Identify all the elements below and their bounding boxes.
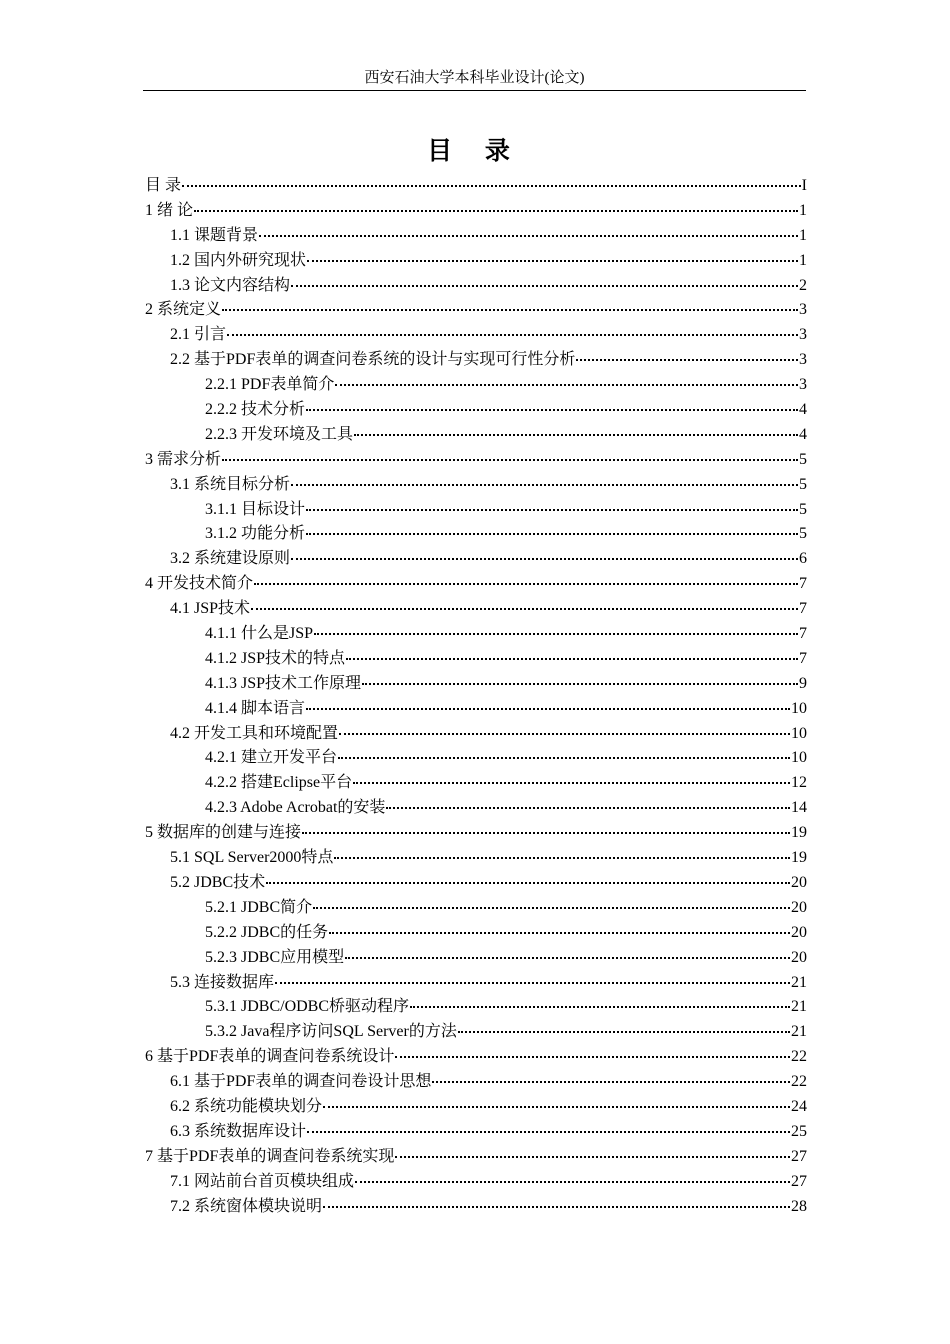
toc-entry-page-number: 4 — [799, 401, 807, 419]
toc-entry[interactable] — [145, 871, 807, 896]
toc-entry-label: 4.2.1 建立开发平台 — [205, 749, 338, 767]
toc-entry[interactable] — [145, 298, 807, 323]
table-of-contents — [145, 174, 807, 1219]
toc-entry-label: 2.2.3 开发环境及工具 — [205, 425, 354, 443]
toc-dot-leader — [307, 1130, 790, 1133]
toc-entry[interactable] — [145, 423, 807, 448]
toc-entry[interactable] — [145, 498, 807, 523]
toc-entry[interactable] — [145, 771, 807, 796]
toc-entry-label: 6.3 系统数据库设计 — [170, 1122, 307, 1140]
toc-entry-page-number: 1 — [799, 251, 807, 269]
toc-entry-page-number: 5 — [799, 500, 807, 518]
toc-entry-page-number: 20 — [791, 923, 807, 941]
toc-entry[interactable] — [145, 522, 807, 547]
toc-entry-page-number: 25 — [791, 1122, 807, 1140]
toc-dot-leader — [182, 184, 801, 187]
toc-entry-label: 1.2 国内外研究现状 — [170, 251, 307, 269]
toc-entry-page-number: 3 — [799, 326, 807, 344]
toc-dot-leader — [329, 931, 790, 934]
toc-entry[interactable] — [145, 1095, 807, 1120]
toc-entry-label: 4.2.2 搭建Eclipse平台 — [205, 774, 353, 792]
toc-entry-label: 2.1 引言 — [170, 326, 227, 344]
toc-entry-page-number: 22 — [791, 1073, 807, 1091]
toc-entry[interactable] — [145, 622, 807, 647]
toc-dot-leader — [194, 209, 798, 212]
toc-dot-leader — [291, 483, 798, 486]
toc-dot-leader — [323, 1205, 790, 1208]
toc-entry[interactable] — [145, 1020, 807, 1045]
toc-entry-label: 4.1.3 JSP技术工作原理 — [205, 674, 362, 692]
toc-entry-label: 3.1 系统目标分析 — [170, 475, 291, 493]
toc-dot-leader — [275, 981, 790, 984]
toc-entry-label: 4.1.4 脚本语言 — [205, 699, 306, 717]
toc-entry[interactable] — [145, 1195, 807, 1220]
toc-entry[interactable] — [145, 348, 807, 373]
toc-dot-leader — [306, 532, 798, 535]
toc-dot-leader — [302, 831, 790, 834]
toc-dot-leader — [354, 433, 798, 436]
toc-dot-leader — [355, 1180, 790, 1183]
toc-entry-page-number: 7 — [799, 575, 807, 593]
toc-entry-page-number: 7 — [799, 649, 807, 667]
toc-entry[interactable] — [145, 946, 807, 971]
toc-dot-leader — [251, 607, 798, 610]
toc-title: 目 录 — [427, 136, 522, 165]
toc-entry-label: 7.1 网站前台首页模块组成 — [170, 1172, 355, 1190]
toc-entry-page-number: 22 — [791, 1048, 807, 1066]
toc-dot-leader — [395, 1055, 790, 1058]
toc-entry-page-number: 10 — [791, 749, 807, 767]
toc-entry-page-number: 12 — [791, 774, 807, 792]
running-header: 西安石油大学本科毕业设计(论文) — [143, 66, 806, 91]
toc-entry[interactable] — [145, 1120, 807, 1145]
toc-entry-label: 3.2 系统建设原则 — [170, 550, 291, 568]
toc-dot-leader — [353, 781, 790, 784]
toc-entry[interactable] — [145, 398, 807, 423]
toc-entry-label: 4.2.3 Adobe Acrobat的安装 — [205, 799, 386, 817]
toc-dot-leader — [395, 1155, 790, 1158]
toc-dot-leader — [314, 632, 798, 635]
toc-entry-page-number: 21 — [791, 1023, 807, 1041]
toc-entry-label: 5 数据库的创建与连接 — [145, 824, 302, 842]
toc-entry-label: 4.1 JSP技术 — [170, 600, 251, 618]
toc-entry-page-number: 5 — [799, 475, 807, 493]
toc-entry-page-number: 24 — [791, 1097, 807, 1115]
toc-dot-leader — [306, 508, 798, 511]
toc-dot-leader — [266, 881, 790, 884]
toc-entry-page-number: 2 — [799, 276, 807, 294]
toc-entry[interactable] — [145, 547, 807, 572]
toc-entry[interactable] — [145, 274, 807, 299]
toc-entry-page-number: 3 — [799, 351, 807, 369]
toc-entry-label: 5.2 JDBC技术 — [170, 873, 266, 891]
toc-entry-page-number: 19 — [791, 849, 807, 867]
toc-entry-page-number: 7 — [799, 600, 807, 618]
toc-entry-label: 5.3 连接数据库 — [170, 973, 275, 991]
toc-entry[interactable] — [145, 224, 807, 249]
toc-entry-label: 2.2.2 技术分析 — [205, 401, 306, 419]
toc-dot-leader — [254, 582, 798, 585]
toc-entry-page-number: 5 — [799, 525, 807, 543]
toc-entry-label: 4 开发技术简介 — [145, 575, 254, 593]
toc-entry-page-number: 5 — [799, 450, 807, 468]
toc-entry[interactable] — [145, 323, 807, 348]
toc-entry-label: 4.1.1 什么是JSP — [205, 625, 314, 643]
toc-entry[interactable] — [145, 1070, 807, 1095]
toc-entry-label: 7 基于PDF表单的调查问卷系统实现 — [145, 1147, 395, 1165]
toc-entry-page-number: 27 — [791, 1172, 807, 1190]
toc-entry[interactable] — [145, 746, 807, 771]
toc-entry-label: 5.2.2 JDBC的任务 — [205, 923, 329, 941]
toc-entry[interactable] — [145, 249, 807, 274]
toc-entry-page-number: 20 — [791, 948, 807, 966]
toc-entry-page-number: 4 — [799, 425, 807, 443]
toc-entry-label: 目 录 — [145, 177, 182, 194]
toc-entry[interactable] — [145, 672, 807, 697]
toc-entry[interactable] — [145, 373, 807, 398]
toc-entry[interactable] — [145, 647, 807, 672]
toc-entry-label: 4.2 开发工具和环境配置 — [170, 724, 339, 742]
toc-entry-page-number: 19 — [791, 824, 807, 842]
toc-entry-label: 3.1.1 目标设计 — [205, 500, 306, 518]
toc-dot-leader — [345, 956, 790, 959]
toc-entry-label: 1.1 课题背景 — [170, 226, 259, 244]
toc-entry-label: 3 需求分析 — [145, 450, 222, 468]
toc-entry-page-number: 10 — [791, 699, 807, 717]
toc-entry[interactable] — [145, 722, 807, 747]
toc-entry[interactable] — [145, 896, 807, 921]
toc-dot-leader — [432, 1080, 790, 1083]
toc-dot-leader — [338, 756, 790, 759]
toc-dot-leader — [410, 1005, 790, 1008]
toc-dot-leader — [291, 557, 798, 560]
toc-entry-label: 1.3 论文内容结构 — [170, 276, 291, 294]
toc-entry[interactable] — [145, 1145, 807, 1170]
toc-entry[interactable] — [145, 473, 807, 498]
toc-dot-leader — [346, 657, 798, 660]
toc-entry-label: 1 绪 论 — [145, 201, 194, 219]
toc-entry-label: 2.2.1 PDF表单简介 — [205, 376, 335, 394]
toc-entry-page-number: 6 — [799, 550, 807, 568]
toc-entry[interactable] — [145, 174, 807, 199]
toc-entry-label: 6.1 基于PDF表单的调查问卷设计思想 — [170, 1073, 432, 1091]
toc-dot-leader — [323, 1105, 790, 1108]
toc-entry-label: 5.2.3 JDBC应用模型 — [205, 948, 345, 966]
toc-dot-leader — [259, 234, 798, 237]
toc-entry[interactable] — [145, 697, 807, 722]
toc-dot-leader — [306, 408, 798, 411]
toc-dot-leader — [386, 806, 790, 809]
toc-dot-leader — [222, 308, 798, 311]
toc-entry-page-number: 9 — [799, 674, 807, 692]
toc-dot-leader — [227, 333, 798, 336]
toc-entry[interactable] — [145, 796, 807, 821]
toc-entry[interactable] — [145, 971, 807, 996]
toc-entry-label: 2 系统定义 — [145, 301, 222, 319]
toc-entry-page-number: 1 — [799, 226, 807, 244]
toc-entry[interactable] — [145, 1170, 807, 1195]
toc-entry-page-number: 3 — [799, 301, 807, 319]
toc-dot-leader — [362, 682, 798, 685]
toc-entry-page-number: 20 — [791, 898, 807, 916]
toc-dot-leader — [458, 1030, 790, 1033]
toc-entry-label: 4.1.2 JSP技术的特点 — [205, 649, 346, 667]
toc-entry[interactable] — [145, 199, 807, 224]
toc-entry[interactable] — [145, 1045, 807, 1070]
toc-entry-page-number: I — [801, 177, 807, 194]
toc-entry-label: 2.2 基于PDF表单的调查问卷系统的设计与实现可行性分析 — [170, 351, 576, 369]
toc-entry-page-number: 10 — [791, 724, 807, 742]
toc-entry-page-number: 28 — [791, 1197, 807, 1215]
toc-dot-leader — [339, 732, 790, 735]
toc-entry[interactable] — [145, 846, 807, 871]
toc-entry-page-number: 20 — [791, 873, 807, 891]
toc-dot-leader — [334, 856, 790, 859]
toc-dot-leader — [335, 383, 798, 386]
toc-dot-leader — [313, 906, 790, 909]
toc-dot-leader — [291, 284, 798, 287]
toc-dot-leader — [576, 358, 798, 361]
toc-entry-label: 5.3.1 JDBC/ODBC桥驱动程序 — [205, 998, 410, 1016]
toc-entry-label: 5.2.1 JDBC简介 — [205, 898, 313, 916]
toc-entry[interactable] — [145, 572, 807, 597]
toc-entry-label: 3.1.2 功能分析 — [205, 525, 306, 543]
toc-dot-leader — [306, 707, 790, 710]
toc-entry[interactable] — [145, 921, 807, 946]
toc-entry-label: 5.1 SQL Server2000特点 — [170, 849, 334, 867]
toc-entry[interactable] — [145, 995, 807, 1020]
toc-entry-page-number: 7 — [799, 625, 807, 643]
toc-entry-page-number: 21 — [791, 973, 807, 991]
toc-entry-label: 5.3.2 Java程序访问SQL Server的方法 — [205, 1023, 457, 1041]
toc-entry-page-number: 1 — [799, 201, 807, 219]
toc-entry-label: 7.2 系统窗体模块说明 — [170, 1197, 323, 1215]
toc-entry[interactable] — [145, 821, 807, 846]
toc-entry-page-number: 14 — [791, 799, 807, 817]
toc-entry-page-number: 21 — [791, 998, 807, 1016]
toc-dot-leader — [307, 259, 798, 262]
toc-entry[interactable] — [145, 597, 807, 622]
toc-entry-label: 6 基于PDF表单的调查问卷系统设计 — [145, 1048, 395, 1066]
toc-dot-leader — [222, 458, 798, 461]
toc-entry-page-number: 27 — [791, 1147, 807, 1165]
toc-entry[interactable] — [145, 448, 807, 473]
toc-entry-label: 6.2 系统功能模块划分 — [170, 1097, 323, 1115]
toc-entry-page-number: 3 — [799, 376, 807, 394]
